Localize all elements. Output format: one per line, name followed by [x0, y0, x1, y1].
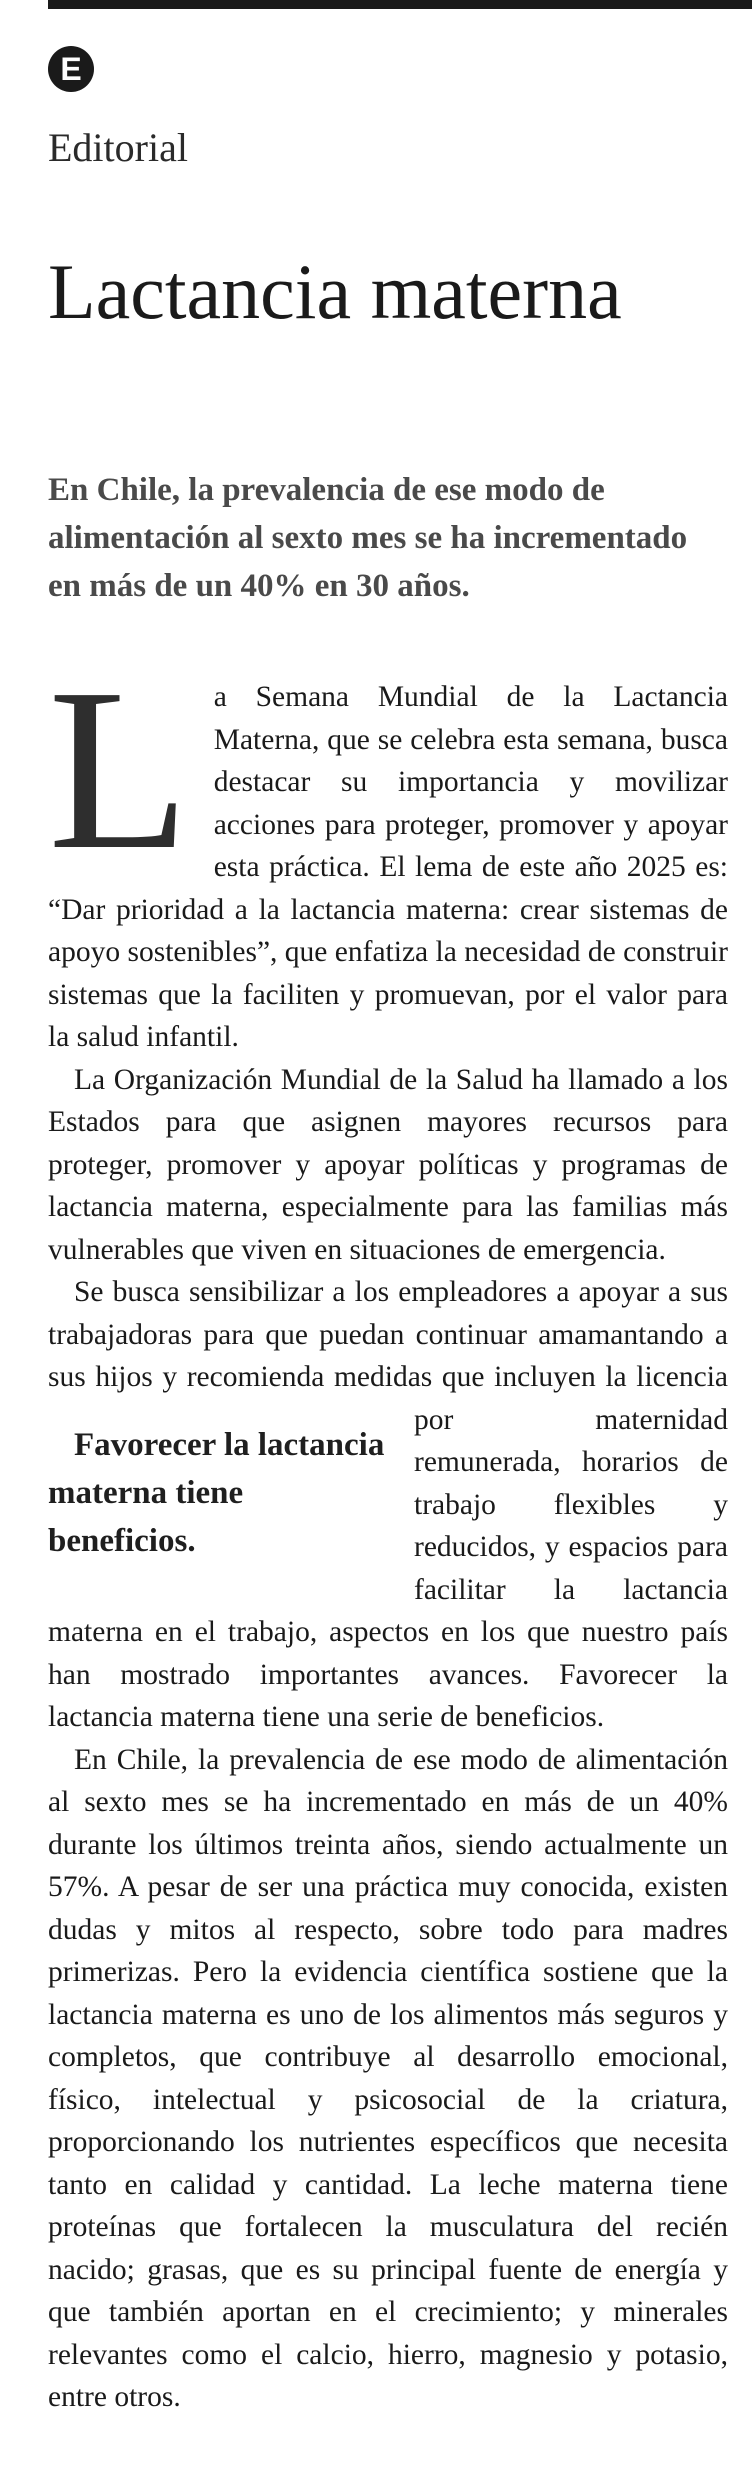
paragraph-1 — [48, 641, 728, 1059]
paragraph-2: La Organización Mundial de la Salud ha llamado a los Estados para que asignen mayores recursos para proteger, promover y apoyar políticas y programas de lactancia materna, especialmente para las familias más vulnerables que viven en situaciones de emergencia. — [48, 1063, 728, 1266]
article-deck: En Chile, la prevalencia de ese modo de alimentación al sexto mes se ha incrementado en más de un 40% en 30 años. — [48, 472, 688, 604]
paragraph-3 — [48, 1271, 728, 1739]
section-badge: E — [48, 46, 94, 92]
paragraph-1-text: a Semana Mundial de la Lactancia Materna, que se celebra esta semana, busca destacar su importancia y movilizar acciones para proteger, promover y apoyar esta práctica. El lema de este año 2025 es: “Dar prioridad a la lactancia materna: crear sistemas de apoyo sostenibles”, que enfatiza la necesidad de construir sistemas que la faciliten y promuevan, por el valor para la salud infantil. — [48, 681, 728, 1053]
pull-quote: Favorecer la lactancia materna tiene beneficios. — [48, 1426, 385, 1559]
drop-cap: L — [48, 641, 190, 898]
paragraph-4: En Chile, la prevalencia de ese modo de alimentación al sexto mes se ha incrementado en más de un 40% durante los últimos treinta años, siendo actualmente un 57%. A pesar de ser una práctica muy conocida, existen dudas y mitos al respecto, sobre todo para madres primerizas. Pero la evidencia científica sostiene que la lactancia materna es uno de los alimentos más seguros y completos, que contribuye al desarrollo emocional, físico, intelectual y psicosocial de la criatura, proporcionando los nutrientes específicos que necesita tanto en calidad y cantidad. La leche materna tiene proteínas que fortalecen la musculatura del recién nacido; grasas, que es su principal fuente de energía y que también aportan en el crecimiento; y minerales relevantes como el calcio, hierro, magnesio y potasio, entre otros. — [48, 1743, 728, 2413]
paragraph-3-text: Se busca sensibilizar a los empleadores a apoyar a sus trabajadoras para que puedan continuar amamantando a sus hijos y recomienda medidas que Favorecer la lactancia materna tiene beneficios. incluyen la licencia por maternidad remunerada, horarios de trabajo flexibles y reducidos, y espacios para facilitar la lactancia materna en el trabajo, aspectos en los que nuestro país han mostrado importantes avances. Favorecer la lactancia materna tiene una serie de beneficios. — [48, 1276, 728, 1733]
article-title: Lactancia materna — [48, 248, 622, 335]
top-rule — [48, 0, 752, 9]
section-label: Editorial — [48, 125, 188, 170]
article-body — [48, 641, 728, 2419]
